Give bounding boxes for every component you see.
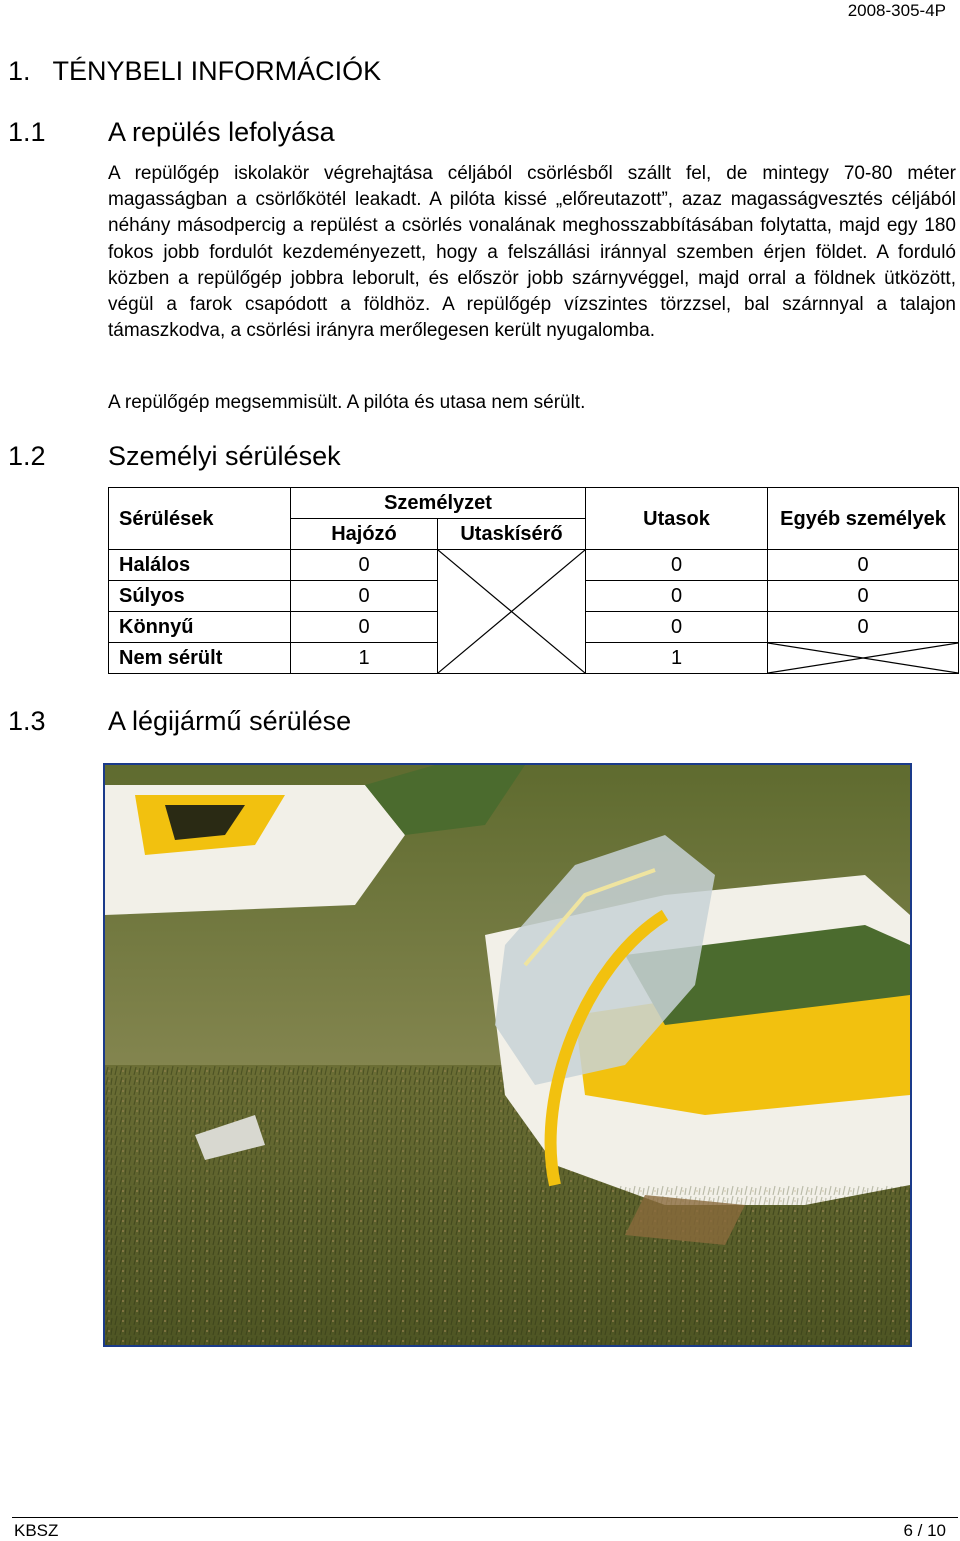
cabin-crew-crossed-cell bbox=[438, 550, 586, 674]
flight-description-paragraph: A repülőgép iskolakör végrehajtása céljából csörlésből szállt fel, de mintegy 70-80 méter magasságban a csörlőkötél leakadt. A pilóta kissé „előreutazott”, azaz magasságvesztés céljából néhány másodpercig a repülést a csörlés vonalának meghosszabbításában folytatta, majd egy 180 fokos jobb fordulót kezdeményezett, hogy a felszállási iránnyal szemben érjen földet. A forduló közben a repülőgép jobbra leborult, és először jobb szárnyvéggel, majd orral a földnek ütközött, végül a farok csapódott a földhöz. A repülőgép vízszintes törzzsel, bal szárnnyal a talajon támaszkodva, a csörlési irányra merőlegesen került nyugalomba. bbox=[108, 163, 956, 342]
row-label: Nem sérült bbox=[109, 643, 291, 674]
injury-table bbox=[108, 487, 959, 674]
row-label: Könnyű bbox=[109, 612, 291, 643]
cell-pilot: 0 bbox=[291, 581, 438, 612]
section-number: 1.3 bbox=[8, 706, 46, 736]
others-crossed-cell bbox=[768, 643, 959, 674]
cross-out-mark bbox=[438, 550, 585, 673]
header-injuries: Sérülések bbox=[109, 488, 291, 550]
cell-passengers: 0 bbox=[586, 550, 768, 581]
cell-passengers: 0 bbox=[586, 612, 768, 643]
cell-others: 0 bbox=[768, 550, 959, 581]
footer-divider bbox=[12, 1517, 958, 1518]
header-crew: Személyzet bbox=[291, 488, 586, 519]
glider-wreckage-image bbox=[105, 765, 910, 1345]
cell-passengers: 0 bbox=[586, 581, 768, 612]
row-label: Súlyos bbox=[109, 581, 291, 612]
cell-pilot: 0 bbox=[291, 550, 438, 581]
table-row bbox=[109, 550, 959, 581]
row-label: Halálos bbox=[109, 550, 291, 581]
document-id: 2008-305-4P bbox=[847, 1, 946, 20]
outcome-paragraph: A repülőgép megsemmisült. A pilóta és utasa nem sérült. bbox=[108, 392, 586, 413]
header-passengers: Utasok bbox=[586, 488, 768, 550]
page-number: 6 / 10 bbox=[903, 1521, 946, 1540]
wreckage-photo bbox=[103, 763, 912, 1347]
cell-pilot: 1 bbox=[291, 643, 438, 674]
cell-others: 0 bbox=[768, 612, 959, 643]
section-number: 1.2 bbox=[8, 441, 46, 471]
section-number: 1.1 bbox=[8, 117, 46, 147]
footer-organization: KBSZ bbox=[14, 1521, 59, 1540]
cross-out-mark bbox=[768, 643, 958, 673]
header-cabin-crew: Utaskísérő bbox=[438, 519, 586, 550]
cell-passengers: 1 bbox=[586, 643, 768, 674]
section-title: Személyi sérülések bbox=[108, 441, 341, 471]
header-others: Egyéb személyek bbox=[768, 488, 959, 550]
chapter-heading: 1. TÉNYBELI INFORMÁCIÓK bbox=[8, 56, 382, 86]
section-title: A repülés lefolyása bbox=[108, 117, 335, 147]
header-pilot: Hajózó bbox=[291, 519, 438, 550]
cell-pilot: 0 bbox=[291, 612, 438, 643]
cell-others: 0 bbox=[768, 581, 959, 612]
table-header-row bbox=[109, 488, 959, 519]
section-title: A légijármű sérülése bbox=[108, 706, 352, 736]
